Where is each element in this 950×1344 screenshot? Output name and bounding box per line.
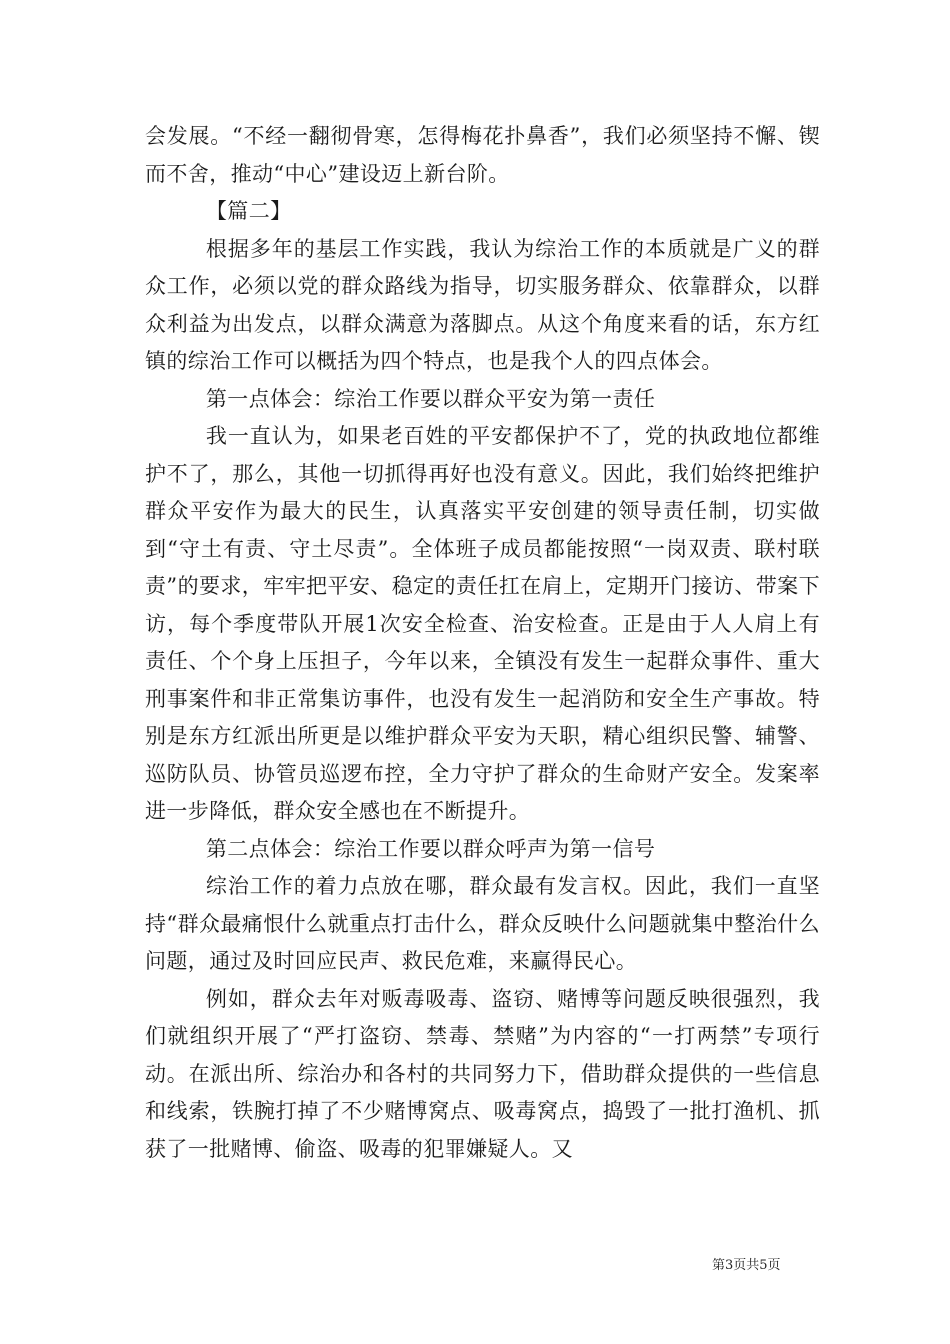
paragraph: 例如，群众去年对贩毒吸毒、盗窃、赌博等问题反映很强烈，我们就组织开展了“严打盗窃、禁毒、禁赌”为内容的“一打两禁”专项行动。在派出所、综治办和各村的共同努力下，借助群众提供的一些信息和线索，铁腕打掉了不少赌博窝点、吸毒窝点，捣毁了一批打渔机、抓获了一批赌博、偷盗、吸毒的犯罪嫌疑人。又 [145,986,820,1161]
point-heading-1: 第一点体会：综治工作要以群众平安为第一责任 [205,386,656,411]
paragraph-continuation: 会发展。“不经一翻彻骨寒，怎得梅花扑鼻香”，我们必须坚持不懈、锲而不舍，推动“中心”建设迈上新台阶。 [145,124,820,186]
point-heading-2: 第二点体会：综治工作要以群众呼声为第一信号 [205,836,656,861]
section-heading: 【篇二】 [205,199,292,223]
paragraph: 根据多年的基层工作实践，我认为综治工作的本质就是广义的群众工作，必须以党的群众路线为指导，切实服务群众、依靠群众，以群众利益为出发点，以群众满意为落脚点。从这个角度来看的话，东方红镇的综治工作可以概括为四个特点，也是我个人的四点体会。 [145,236,820,373]
document-body [145,118,820,1168]
paragraph: 综治工作的着力点放在哪，群众最有发言权。因此，我们一直坚持“群众最痛恨什么就重点打击什么，群众反映什么问题就集中整治什么问题，通过及时回应民声、救民危难，来赢得民心。 [145,874,820,973]
paragraph: 我一直认为，如果老百姓的平安都保护不了，党的执政地位都维护不了，那么，其他一切抓得再好也没有意义。因此，我们始终把维护群众平安作为最大的民生，认真落实平安创建的领导责任制，切实做到“守土有责、守土尽责”。全体班子成员都能按照“一岗双责、联村联责”的要求，牢牢把平安、稳定的责任扛在肩上，定期开门接访、带案下访，每个季度带队开展1次安全检查、治安检查。正是由于人人肩上有责任、个个身上压担子，今年以来，全镇没有发生一起群众事件、重大刑事案件和非正常集访事件，也没有发生一起消防和安全生产事故。特别是东方红派出所更是以维护群众平安为天职，精心组织民警、辅警、巡防队员、协管员巡逻布控，全力守护了群众的生命财产安全。发案率进一步降低，群众安全感也在不断提升。 [145,424,820,823]
page-number: 第3页共5页 [712,1258,781,1273]
